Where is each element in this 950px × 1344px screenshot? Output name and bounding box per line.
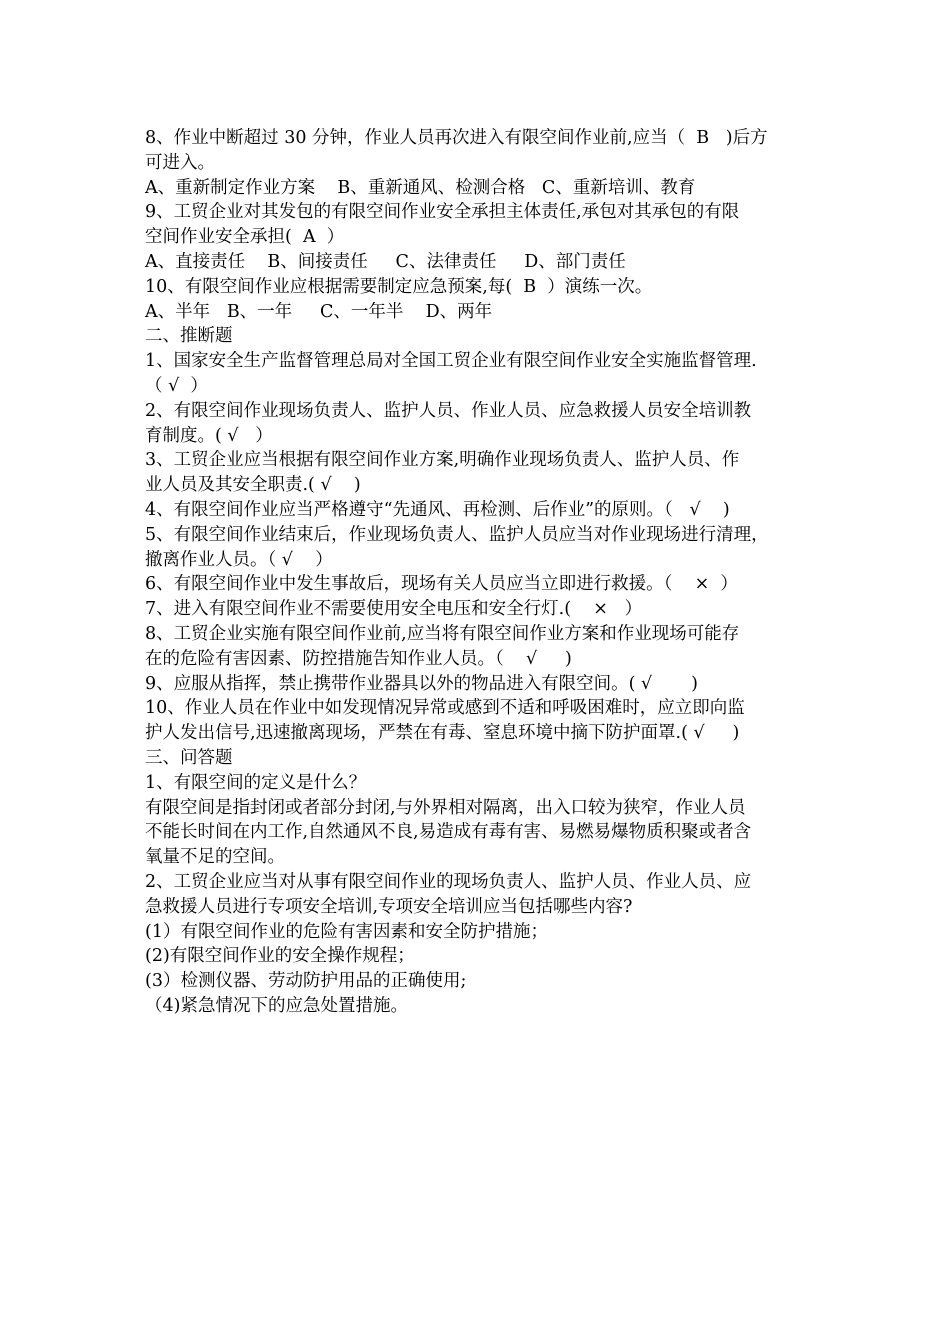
- qa-2-answer-item-1: (1）有限空间作业的危险有害因素和安全防护措施；: [145, 921, 548, 942]
- question-10-line: 10、有限空间作业应根据需要制定应急预案,每( B ）演练一次。: [145, 276, 653, 297]
- qa-2-question-line-2: 急救援人员进行专项安全培训,专项安全培训应当包括哪些内容?: [145, 896, 633, 917]
- judgment-3-line-1: 3、工贸企业应当根据有限空间作业方案,明确作业现场负责人、监护人员、作: [145, 450, 740, 471]
- judgment-1-line-1: 1、国家安全生产监督管理总局对全国工贸企业有限空间作业安全实施监督管理.: [145, 351, 757, 372]
- qa-2-question-line-1: 2、工贸企业应当对从事有限空间作业的现场负责人、监护人员、作业人员、应: [145, 871, 752, 892]
- qa-1-answer-line-3: 氧量不足的空间。: [145, 847, 285, 868]
- qa-1-question: 1、有限空间的定义是什么？: [145, 772, 367, 793]
- question-8-options: A、重新制定作业方案 B、重新通风、检测合格 C、重新培训、教育: [145, 177, 696, 198]
- question-9-line-1: 9、工贸企业对其发包的有限空间作业安全承担主体责任,承包对其承包的有限: [145, 202, 740, 223]
- document-body: [145, 126, 815, 1019]
- judgment-7-line: 7、进入有限空间作业不需要使用安全电压和安全行灯.( × ）: [145, 599, 643, 620]
- qa-1-answer-line-1: 有限空间是指封闭或者部分封闭,与外界相对隔离，出入口较为狭窄，作业人员: [145, 797, 746, 818]
- judgment-1-line-2: （ √ ）: [145, 375, 208, 396]
- section-heading-judgment: 二、推断题: [145, 326, 233, 347]
- judgment-10-line-2: 护人发出信号,迅速撤离现场，严禁在有毒、窒息环境中摘下防护面罩.( √ ): [145, 723, 740, 744]
- judgment-2-line-2: 育制度。( √ ）: [145, 425, 273, 446]
- judgment-10-line-1: 10、作业人员在作业中如发现情况异常或感到不适和呼吸困难时，应立即向监: [145, 698, 745, 719]
- judgment-8-line-2: 在的危险有害因素、防控措施告知作业人员。（ √ ): [145, 648, 572, 669]
- question-8-line-1: 8、作业中断超过 30 分钟，作业人员再次进入有限空间作业前,应当（ B )后方: [145, 128, 768, 148]
- section-heading-qa: 三、问答题: [145, 747, 233, 768]
- qa-2-answer-item-4: （4)紧急情况下的应急处置措施。: [145, 995, 408, 1016]
- question-9-line-2: 空间作业安全承担( A ）: [145, 227, 345, 248]
- judgment-3-line-2: 业人员及其安全职责.( √ ): [145, 475, 361, 496]
- judgment-6-line: 6、有限空间作业中发生事故后，现场有关人员应当立即进行救援。（ × ）: [145, 574, 738, 595]
- judgment-5-line-2: 撤离作业人员。（ √ ）: [145, 549, 333, 570]
- judgment-2-line-1: 2、有限空间作业现场负责人、监护人员、作业人员、应急救援人员安全培训教: [145, 400, 752, 421]
- qa-2-answer-item-2: (2)有限空间作业的安全操作规程；: [145, 946, 415, 967]
- judgment-9-line: 9、应服从指挥，禁止携带作业器具以外的物品进入有限空间。( √ ): [145, 673, 698, 694]
- question-10-options: A、半年 B、一年 C、一年半 D、两年: [145, 301, 493, 322]
- judgment-8-line-1: 8、工贸企业实施有限空间作业前,应当将有限空间作业方案和作业现场可能存: [145, 623, 740, 644]
- judgment-4-line: 4、有限空间作业应当严格遵守“先通风、再检测、后作业”的原则。（ √ ): [145, 499, 730, 520]
- judgment-5-line-1: 5、有限空间作业结束后，作业现场负责人、监护人员应当对作业现场进行清理，: [145, 524, 769, 545]
- qa-1-answer-line-2: 不能长时间在内工作,自然通风不良,易造成有毒有害、易燃易爆物质积聚或者含: [145, 822, 752, 843]
- question-9-options: A、直接责任 B、间接责任 C、法律责任 D、部门责任: [145, 251, 626, 272]
- qa-2-answer-item-3: (3）检测仪器、劳动防护用品的正确使用;: [145, 971, 467, 992]
- question-8-line-2: 可进入。: [145, 152, 215, 173]
